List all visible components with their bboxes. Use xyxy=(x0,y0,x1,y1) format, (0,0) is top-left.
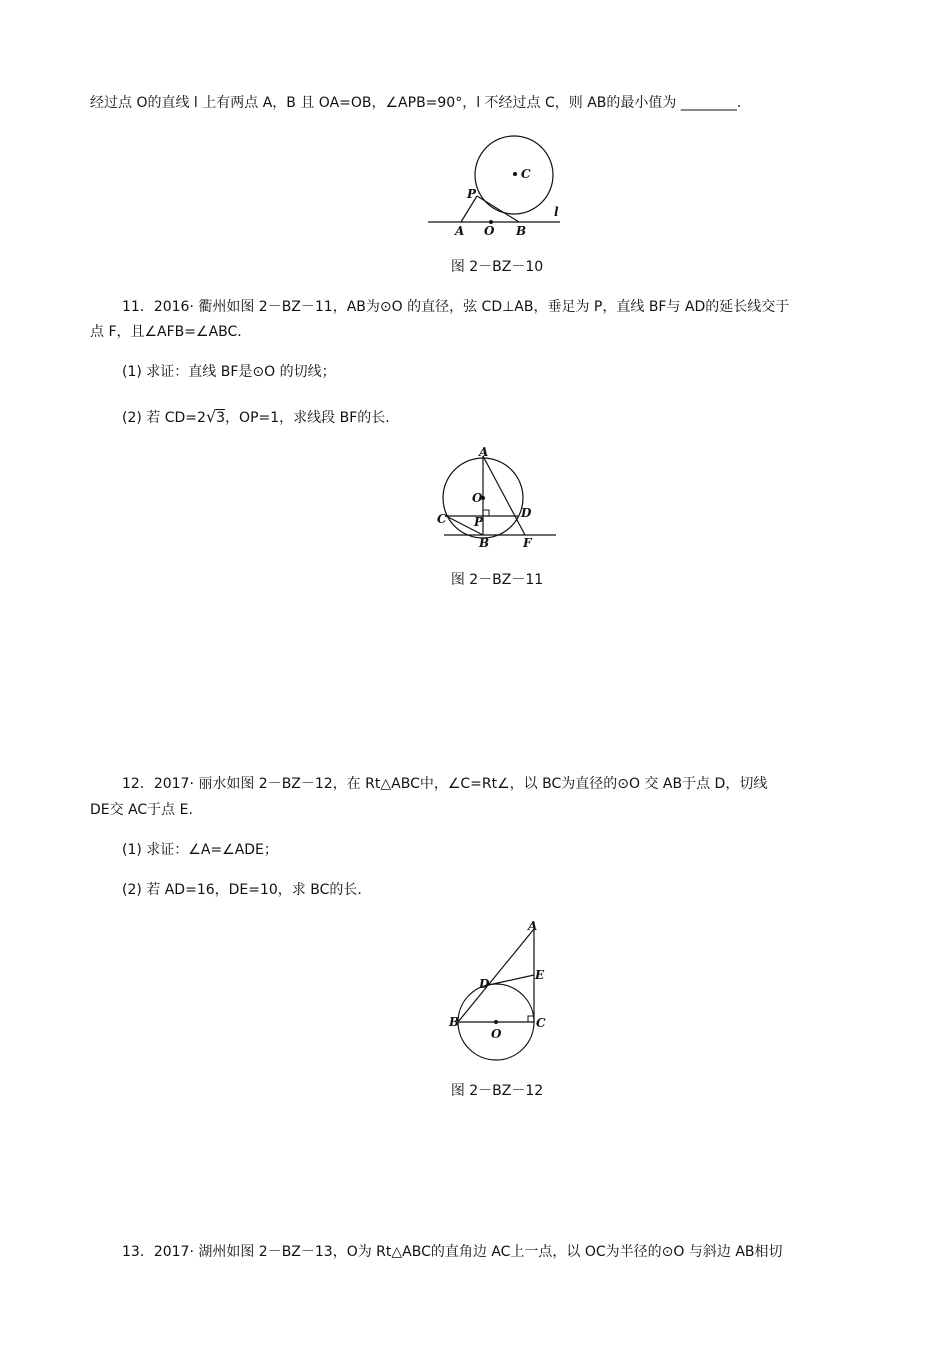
label-a: A xyxy=(455,224,465,238)
label-b: B xyxy=(449,1015,460,1029)
q11-text-line2: 点 F，且∠AFB=∠ABC. xyxy=(90,324,242,340)
right-angle-mark xyxy=(483,510,489,516)
segment-ab xyxy=(458,929,534,1022)
figure-caption: 图 2－BZ－12 xyxy=(450,1083,544,1099)
label-c: C xyxy=(437,512,447,526)
label-o: O xyxy=(484,224,495,238)
label-b: B xyxy=(479,536,490,550)
sqrt-expression: √3 xyxy=(205,407,226,426)
q12-part2: (2) 若 AD=16，DE=10，求 BC的长. xyxy=(122,882,362,898)
label-f: F xyxy=(523,536,532,550)
center-point-c xyxy=(513,172,517,176)
q12-text-line2: DE交 AC于点 E. xyxy=(90,802,193,818)
label-d: D xyxy=(521,506,532,520)
label-c: C xyxy=(536,1016,546,1030)
label-l: l xyxy=(554,205,559,219)
q13-text-line1: 13．2017· 湖州如图 2－BZ－13，O为 Rt△ABC的直角边 AC上一点，以 OC为半径的⊙O 与斜边 AB相切 xyxy=(122,1244,783,1260)
q12-part1: (1) 求证：∠A=∠ADE； xyxy=(122,842,278,858)
segment-af xyxy=(483,456,525,535)
sqrt-radicand: 3 xyxy=(216,410,226,426)
label-e: E xyxy=(535,968,545,982)
q10-text-line1: 经过点 O的直线 l 上有两点 A，B 且 OA=OB，∠APB=90°，l 不经过点 C，则 AB的最小值为 ________. xyxy=(90,95,742,111)
label-p: P xyxy=(467,187,477,201)
label-b: B xyxy=(516,224,527,238)
label-a: A xyxy=(528,919,538,933)
label-d: D xyxy=(479,977,490,991)
q11-part1: (1) 求证：直线 BF是⊙O 的切线； xyxy=(122,364,336,380)
figure-caption: 图 2－BZ－10 xyxy=(450,259,544,275)
figure-2-bz-12 xyxy=(445,918,555,1063)
label-o: O xyxy=(491,1027,502,1041)
q11-text-line1: 11．2016· 衢州如图 2－BZ－11，AB为⊙O 的直径，弦 CD⊥AB，垂足为 P，直线 BF与 AD的延长线交于 xyxy=(122,299,790,315)
figure-caption: 图 2－BZ－11 xyxy=(450,572,544,588)
label-p: P xyxy=(474,515,484,529)
figure-2-bz-10 xyxy=(420,130,570,242)
point-o xyxy=(494,1020,498,1024)
figure-2-bz-11 xyxy=(432,443,562,555)
q12-text-line1: 12．2017· 丽水如图 2－BZ－12，在 Rt△ABC中，∠C=Rt∠，以 BC为直径的⊙O 交 AB于点 D，切线 xyxy=(122,776,768,792)
q11-part2 xyxy=(122,407,390,428)
label-a: A xyxy=(479,445,489,459)
segment-pb xyxy=(477,196,519,222)
label-c: C xyxy=(521,167,531,181)
q11-part2-prefix: (2) 若 CD=2 xyxy=(122,410,206,426)
q11-part2-suffix: ，OP=1，求线段 BF的长. xyxy=(225,410,390,426)
label-o: O xyxy=(472,491,483,505)
